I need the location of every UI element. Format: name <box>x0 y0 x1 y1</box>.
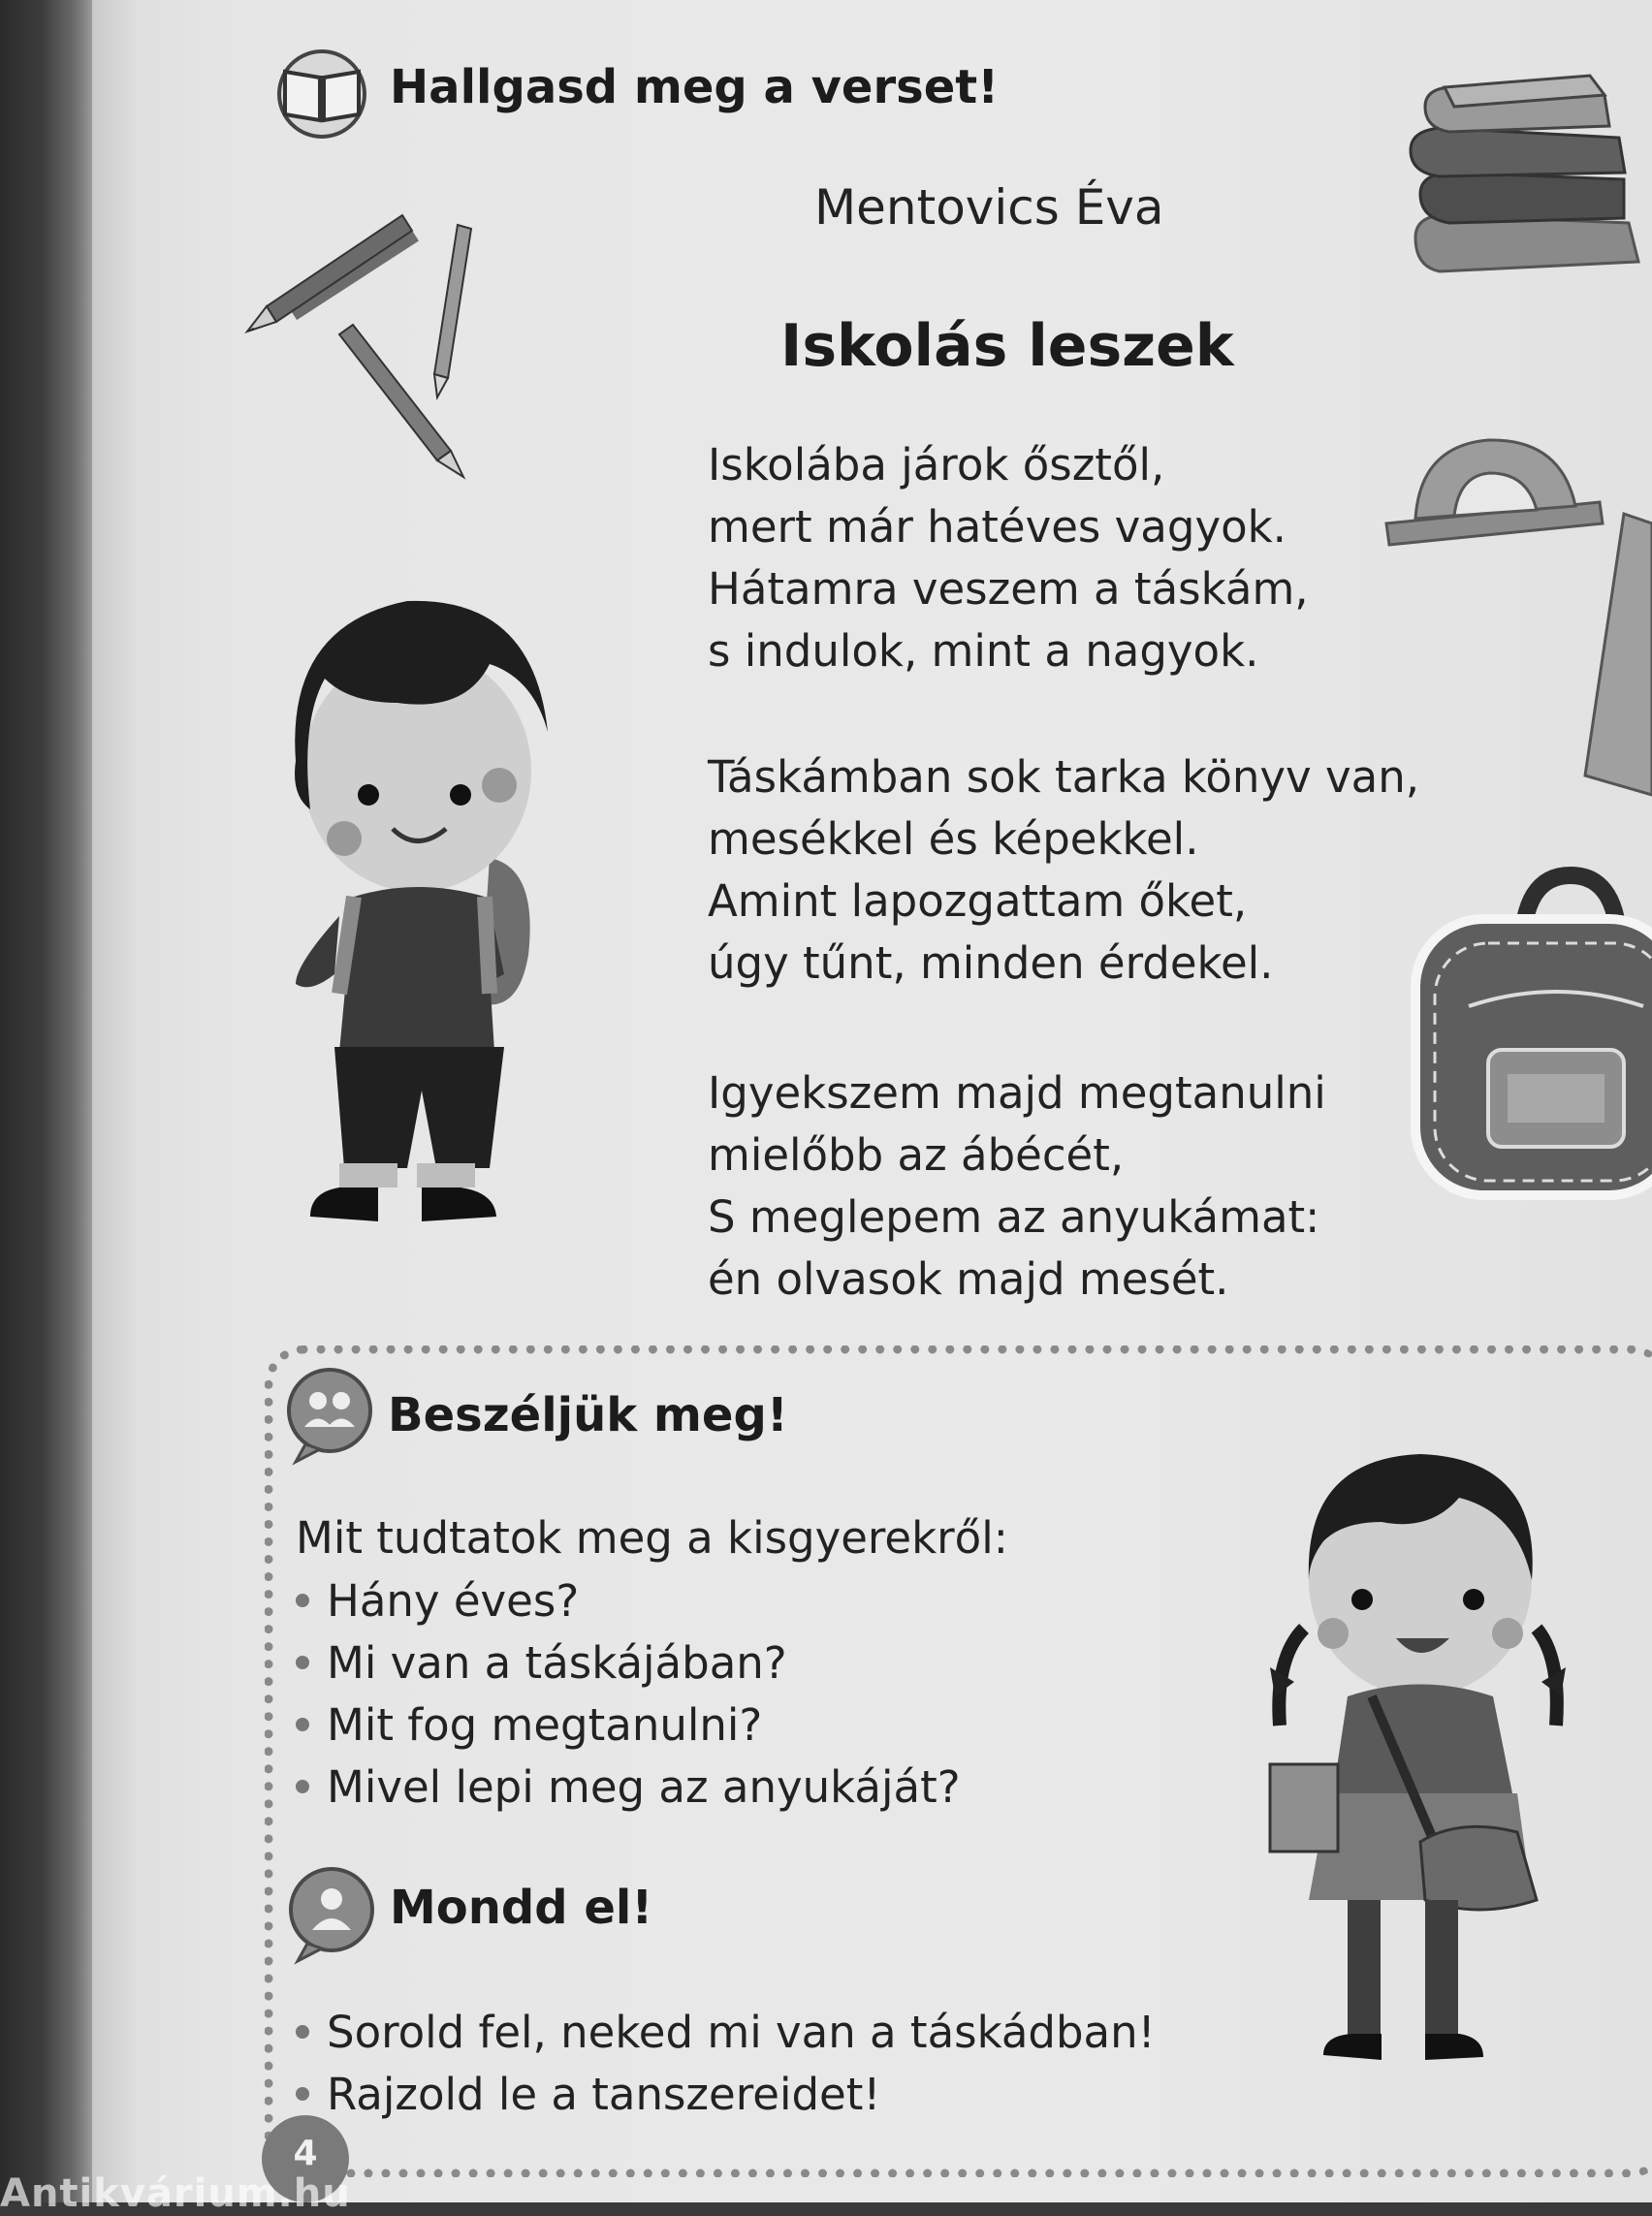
poem-line: mielőbb az ábécét, <box>708 1129 1125 1181</box>
speech-bubble-icon <box>281 1367 378 1464</box>
list-item: Mivel lepi meg az anyukáját? <box>296 1757 961 1819</box>
poem-line: én olvasok majd mesét. <box>708 1253 1229 1305</box>
list-item: Sorold fel, neked mi van a táskádban! <box>296 2002 1156 2064</box>
list-item: Hány éves? <box>296 1570 961 1632</box>
discussion-intro: Mit tudtatok meg a kisgyerekről: <box>296 1512 1008 1564</box>
poem-line: S meglepem az anyukámat: <box>708 1191 1320 1243</box>
book-spine <box>0 0 92 2202</box>
listen-heading: Hallgasd meg a verset! <box>390 60 1000 114</box>
pencils-illustration <box>242 204 485 485</box>
poem-stanza <box>708 434 1309 682</box>
poem-line: Amint lapozgattam őket, <box>708 875 1248 927</box>
tell-tasks <box>296 2002 1156 2126</box>
poem-line: mert már hatéves vagyok. <box>708 501 1287 553</box>
poem-line: Hátamra veszem a táskám, <box>708 563 1309 615</box>
page-number: 4 <box>262 2115 349 2202</box>
poem-author: Mentovics Éva <box>814 179 1164 236</box>
open-book-icon <box>273 50 370 138</box>
poem-line: úgy tűnt, minden érdekel. <box>708 937 1274 989</box>
boy-illustration <box>281 586 562 1236</box>
tell-heading: Mondd el! <box>390 1881 653 1935</box>
speaker-icon <box>283 1866 380 1963</box>
list-item: Rajzold le a tanszereidet! <box>296 2064 1156 2126</box>
poem-stanza <box>708 1062 1326 1311</box>
list-item: Mi van a táskájában? <box>296 1632 961 1694</box>
book-stack-illustration <box>1396 68 1652 305</box>
talk-heading: Beszéljük meg! <box>388 1388 788 1442</box>
poem-line: Igyekszem majd megtanulni <box>708 1067 1326 1119</box>
poem-line: Iskolába járok ősztől, <box>708 439 1165 491</box>
poem-title: Iskolás leszek <box>780 312 1234 380</box>
protractor-ruler-illustration <box>1382 427 1652 785</box>
girl-illustration <box>1265 1435 1575 2074</box>
discussion-questions <box>296 1570 961 1819</box>
poem-line: mesékkel és képekkel. <box>708 813 1199 865</box>
poem-line: s indulok, mint a nagyok. <box>708 625 1259 677</box>
poem-line: Táskámban sok tarka könyv van, <box>708 751 1420 803</box>
watermark: Antikvárium.hu <box>0 2171 351 2216</box>
list-item: Mit fog megtanulni? <box>296 1694 961 1757</box>
backpack-illustration <box>1411 861 1652 1200</box>
poem-stanza <box>708 746 1419 995</box>
